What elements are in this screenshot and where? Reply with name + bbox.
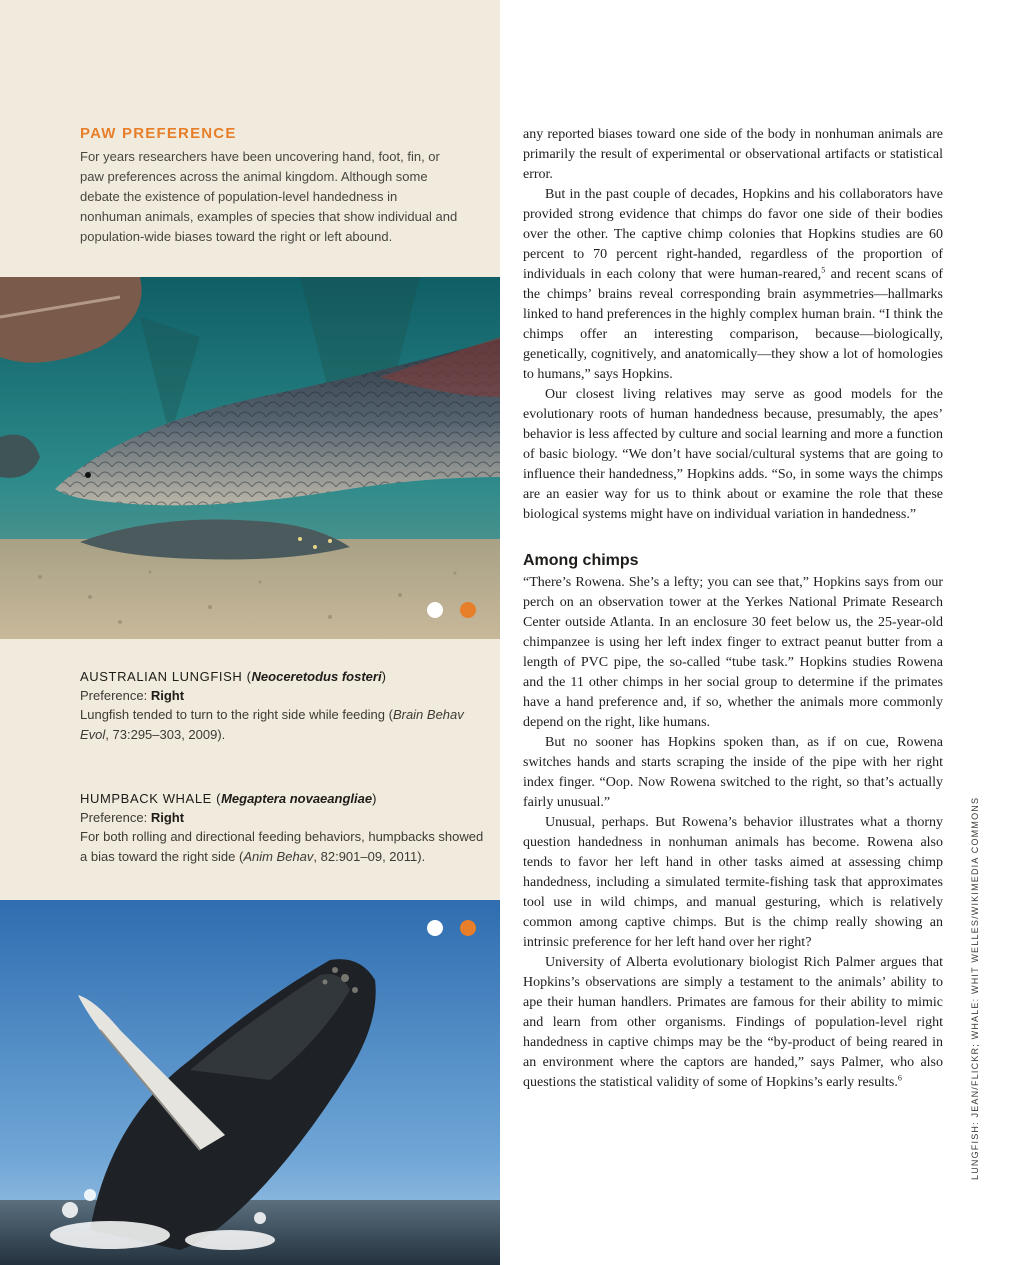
species-name: HUMPBACK WHALE (Megaptera novaeangliae) <box>80 791 378 806</box>
species-preference <box>80 686 490 705</box>
white-dot-marker <box>427 602 443 618</box>
photo-credit: LUNGFISH: JEAN/FLICKR; WHALE: WHIT WELLES/WIKIMEDIA COMMONS <box>970 796 980 1180</box>
reference-number: 5 <box>821 265 826 275</box>
humpback-whale-photo <box>0 900 500 1265</box>
paragraph-text: University of Alberta evolutionary biologist Rich Palmer argues that Hopkins’s observations are simply a testament to the animals’ ability to ape their human handlers. Primates are famous for their ability to mimic and learn from other organisms. Findings of population-level right handedness in captive chimps may be the “by-product of being reared in an environment where the captors are handed,” says Palmer, who also questions the statistical validity of some of Hopkins’s early results. <box>523 955 943 1090</box>
preference-value: Right <box>150 688 185 703</box>
preference-label: Preference: <box>80 688 148 703</box>
species-description <box>80 705 490 745</box>
orange-dot-marker <box>460 920 476 936</box>
white-dot-marker <box>427 920 443 936</box>
citation-text: , 82:901–09, 2011). <box>313 849 426 864</box>
article-paragraph: But no sooner has Hopkins spoken than, as if on cue, Rowena switches hands and starts scraping the inside of the pipe with her right index finger. “Oop. Now Rowena switched to the right, so that’s actually fairly unusual.” <box>523 735 943 810</box>
orange-dot-marker <box>460 602 476 618</box>
species-entry-humpback <box>80 790 490 867</box>
paragraph-text: But in the past couple of decades, Hopkins and his collaborators have provided strong evidence that chimps do favor one side of their bodies over the other. The captive chimp colonies that Hopkins studies are 60 percent to 70 percent right-handed, regardless of the proportion of individuals in each colony that were human-reared, <box>523 187 943 282</box>
sidebar-title: PAW PREFERENCE <box>80 125 237 142</box>
species-entry-lungfish <box>80 668 490 745</box>
article-paragraph: Unusual, perhaps. But Rowena’s behavior illustrates what a thorny question handedness in nonhuman animals has become. Rowena also tends to favor her left hand in other tasks aimed at assessing chimp handedness, including a simulated termite-fishing task that approximates tool use in wild chimps, and manual gesturing, which is relatively common among captive chimps. But is the chimp really showing an intrinsic preference for her left hand over her right? <box>523 815 943 950</box>
article-paragraph: Our closest living relatives may serve as good models for the evolutionary roots of human handedness because, presumably, the apes’ behavior is less affected by culture and social learning and more a function of basic biology. “We don’t have social/cultural systems that are going to influence their handedness,” Hopkins adds. “So, in some ways the chimps are an easier way for us to think about or examine the role that these biological systems might have on individual variation in handedness.” <box>523 387 943 522</box>
article-paragraph <box>523 185 943 385</box>
article-paragraph: any reported biases toward one side of the body in nonhuman animals are primarily the result of experimental or observational artifacts or statistical error. <box>523 127 943 182</box>
preference-value: Right <box>150 810 185 825</box>
journal-name: Anim Behav <box>243 849 314 864</box>
latin-name: Neoceretodus fosteri <box>251 669 382 684</box>
lungfish-photo <box>0 277 500 639</box>
article-body <box>523 125 943 1093</box>
journal-name: Brain Behav Evol <box>80 707 464 742</box>
species-description <box>80 827 490 867</box>
sidebar-intro: For years researchers have been uncovering hand, foot, fin, or paw preferences across the animal kingdom. Although some debate the existence of population-level handedness in nonhuman animals, examples of species that show individual and population-wide biases toward the right or left abound. <box>80 149 458 244</box>
species-preference <box>80 808 490 827</box>
paragraph-text: and recent scans of the chimps’ brains reveal corresponding brain asymmetries—hallmarks linked to hand preferences in the highly complex human brain. “I think the chimps offer an interesting comparison, because—biologically, genetically, cognitively, and anatomically—they show a lot of homologies to humans,” says Hopkins. <box>523 267 943 382</box>
description-text: Lungfish tended to turn to the right side while feeding ( <box>80 707 393 722</box>
preference-label: Preference: <box>80 810 148 825</box>
lungfish-photo-dots <box>427 602 476 618</box>
description-text: For both rolling and directional feeding behaviors, humpbacks showed a bias toward the right side ( <box>80 829 484 864</box>
common-name: HUMPBACK WHALE <box>80 791 212 806</box>
article-paragraph <box>523 953 943 1093</box>
article-paragraph: “There’s Rowena. She’s a lefty; you can see that,” Hopkins says from our perch on an observation tower at the Yerkes National Primate Research Center outside Atlanta. In an enclosure 30 feet below us, the 25-year-old chimpanzee is using her left index finger to extract peanut butter from a length of PVC pipe, the so-called “tube task.” Hopkins studies Rowena and the 11 other chimps in her social group to determine if the primates have a hand preference and, if so, whether the animals more commonly depend on the right, like humans. <box>523 575 943 730</box>
species-name: AUSTRALIAN LUNGFISH (Neoceretodus fosteri) <box>80 669 387 684</box>
reference-number: 6 <box>897 1073 902 1083</box>
whale-photo-dots <box>427 920 476 936</box>
citation-text: , 73:295–303, 2009). <box>105 727 226 742</box>
latin-name: Megaptera novaeangliae <box>221 791 373 806</box>
section-heading: Among chimps <box>523 552 639 569</box>
common-name: AUSTRALIAN LUNGFISH <box>80 669 243 684</box>
